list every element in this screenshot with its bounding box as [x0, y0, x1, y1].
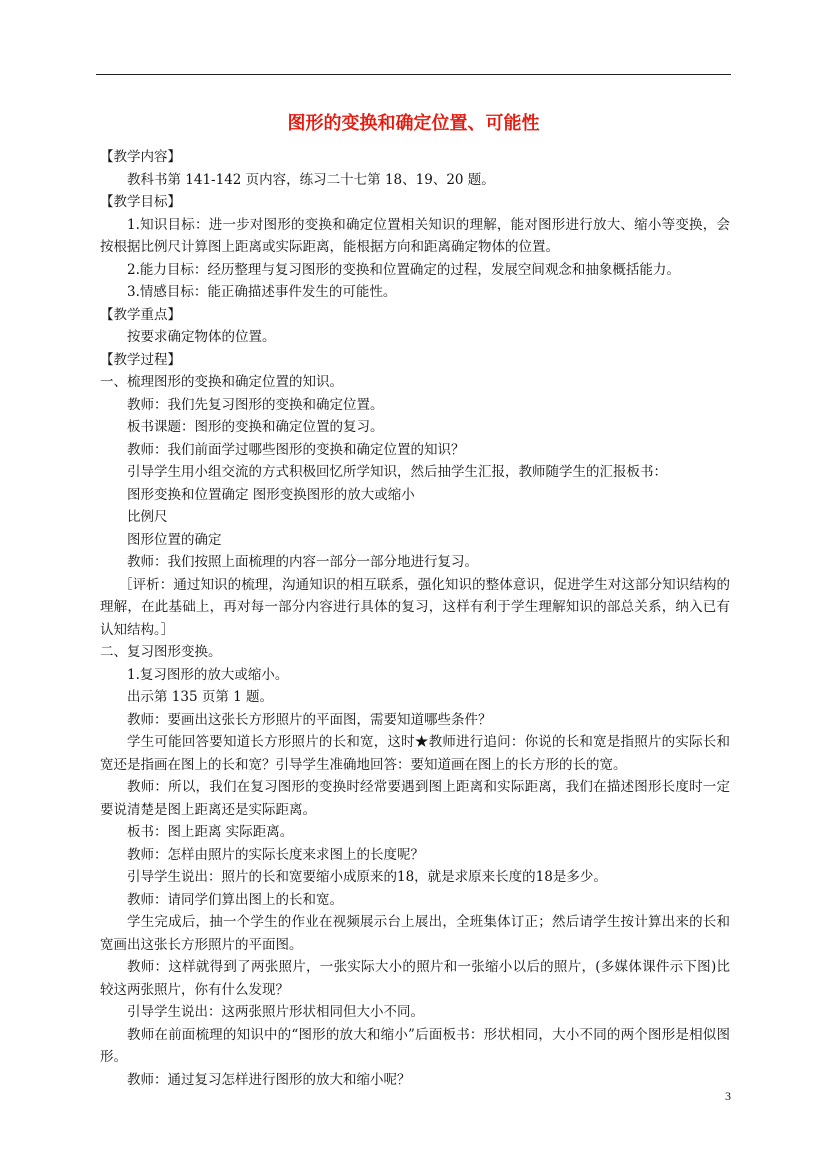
page-number: 3: [725, 1089, 731, 1103]
body-paragraph: 学生可能回答要知道长方形照片的长和宽，这时★教师进行追问：你说的长和宽是指照片的实际长和宽还是指画在图上的长和宽？引导学生准确地回答：要知道画在图上的长方形的长的宽。: [100, 734, 730, 773]
section-heading: 【教学重点】: [100, 306, 181, 323]
body-paragraph: 引导学生说出：这两张照片形状相同但大小不同。: [127, 1004, 424, 1020]
body-paragraph: 引导学生说出：照片的长和宽要缩小成原来的18，就是求原来长度的18是多少。: [127, 869, 607, 885]
body-paragraph: 教师：怎样由照片的实际长度来求图上的长度呢？: [127, 846, 424, 863]
body-paragraph: 1.知识目标：进一步对图形的变换和确定位置相关知识的理解，能对图形进行放大、缩小等变换，会按根据比例尺计算图上距离或实际距离，能根据方向和距离确定物体的位置。: [100, 216, 730, 255]
body-paragraph: 教师：我们先复习图形的变换和确定位置。: [127, 396, 384, 413]
section-heading: 【教学过程】: [100, 351, 181, 368]
document-title: 图形的变换和确定位置、可能性: [287, 113, 540, 134]
section-heading: 一、梳理图形的变换和确定位置的知识。: [100, 374, 343, 390]
body-paragraph: 按要求确定物体的位置。: [127, 329, 276, 345]
body-paragraph: 学生完成后，抽一个学生的作业在视频展示台上展出，全班集体订正；然后请学生按计算出来的长和宽画出这张长方形照片的平面图。: [100, 914, 730, 953]
body-paragraph: 引导学生用小组交流的方式积极回忆所学知识，然后抽学生汇报，教师随学生的汇报板书：: [127, 464, 667, 480]
body-paragraph: 图形变换和位置确定 图形变换图形的放大或缩小: [127, 486, 415, 503]
section-heading: 【教学内容】: [100, 149, 181, 165]
body-paragraph: 教师：我们按照上面梳理的内容一部分一部分地进行复习。: [127, 554, 478, 570]
document-body: [100, 146, 730, 1091]
section-heading: 二、复习图形变换。: [100, 644, 222, 660]
body-paragraph: 教师：请同学们算出图上的长和宽。: [127, 891, 343, 908]
body-paragraph: 教师：所以，我们在复习图形的变换时经常要遇到图上距离和实际距离，我们在描述图形长度时一定要说清楚是图上距离还是实际距离。: [100, 779, 730, 818]
body-paragraph: 1.复习图形的放大或缩小。: [127, 666, 289, 683]
body-paragraph: 2.能力目标：经历整理与复习图形的变换和位置确定的过程，发展空间观念和抽象概括能力。: [127, 261, 680, 278]
body-paragraph: 3.情感目标：能正确描述事件发生的可能性。: [127, 284, 397, 300]
body-paragraph: 教师在前面梳理的知识中的“图形的放大和缩小”后面板书：形状相同，大小不同的两个图形是相似图形。: [100, 1026, 730, 1065]
body-paragraph: 教师：我们前面学过哪些图形的变换和确定位置的知识？: [127, 441, 465, 458]
body-paragraph: 教科书第 141-142 页内容，练习二十七第 18、19、20 题。: [127, 171, 495, 188]
body-paragraph: 比例尺: [127, 509, 168, 525]
body-paragraph: 出示第 135 页第 1 题。: [127, 689, 274, 705]
section-heading: 【教学目标】: [100, 194, 181, 210]
body-paragraph: 图形位置的确定: [127, 531, 222, 548]
body-paragraph: 教师：这样就得到了两张照片，一张实际大小的照片和一张缩小以后的照片，(多媒体课件示下图)比较这两张照片，你有什么发现？: [100, 959, 730, 998]
header-rule: [96, 74, 731, 75]
body-paragraph: 教师：要画出这张长方形照片的平面图，需要知道哪些条件？: [127, 711, 492, 728]
body-paragraph: 教师：通过复习怎样进行图形的放大和缩小呢？: [127, 1071, 411, 1088]
body-paragraph: 板书：图上距离 实际距离。: [127, 824, 294, 840]
body-paragraph: 板书课题：图形的变换和确定位置的复习。: [127, 419, 384, 435]
body-paragraph: ［评析：通过知识的梳理，沟通知识的相互联系，强化知识的整体意识，促进学生对这部分知识结构的理解，在此基础上，再对每一部分内容进行具体的复习，这样有利于学生理解知识的部总关系，纳入已有认知结构。］: [100, 576, 730, 638]
